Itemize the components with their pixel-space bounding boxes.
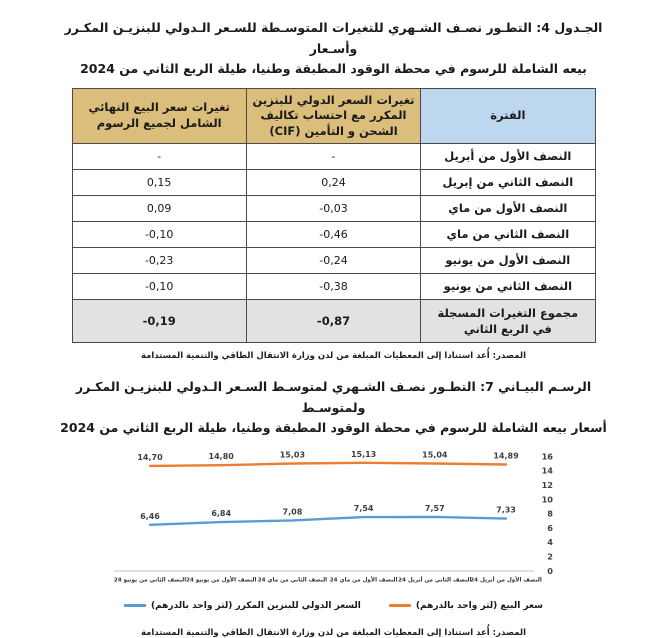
data-point-label: 14,70 xyxy=(137,452,163,462)
table-row xyxy=(72,221,595,247)
data-point-label: 7,54 xyxy=(353,503,374,513)
header-sale-change: تغيرات سعر البيع النهائي الشامل لجميع الرسوم xyxy=(72,88,246,143)
legend-label: سعر البيع (لتر واحد بالدرهم) xyxy=(415,600,543,611)
total-label-cell: مجموع التغيرات المسجلة في الربع الثاني xyxy=(421,299,595,342)
table-title xyxy=(58,18,609,80)
table-source-note: المصدر: أُعد استنادا إلى المعطيات المبلغة من لدن وزارة الانتقال الطاقي والتنمية المستدامة xyxy=(140,350,527,361)
y-tick-label: 0 xyxy=(547,565,553,576)
x-tick-label: النصف الثاني من يونيو 24 xyxy=(113,577,187,584)
sale-change-cell: -0,10 xyxy=(72,221,246,247)
data-point-label: 14,89 xyxy=(493,451,519,461)
table-row xyxy=(72,273,595,299)
x-tick-label: النصف الأول من يونيو 24 xyxy=(185,577,257,584)
y-tick-label: 4 xyxy=(547,536,553,547)
total-cif-cell: -0,87 xyxy=(246,299,420,342)
total-sale-cell: -0,19 xyxy=(72,299,246,342)
x-tick-label: النصف الثاني من أبريل 24 xyxy=(398,577,472,584)
legend-item xyxy=(124,601,361,611)
data-point-label: 6,84 xyxy=(211,508,232,518)
header-period: الفترة xyxy=(421,88,595,143)
sale-change-cell: -0,23 xyxy=(72,247,246,273)
sale-change-cell: 0,15 xyxy=(72,169,246,195)
x-tick-label: النصف الأول من ماي 24 xyxy=(329,577,398,584)
line-chart-svg xyxy=(88,447,568,599)
report-page xyxy=(0,18,667,638)
cif-change-cell: -0,24 xyxy=(246,247,420,273)
table-title-line2: بيعه الشاملة للرسوم في محطة الوقود المطبقة وطنيا، طيلة الربع الثاني من 2024 xyxy=(80,61,587,77)
price-changes-table xyxy=(72,88,596,343)
line-chart xyxy=(88,447,568,599)
cif-change-cell: 0,24 xyxy=(246,169,420,195)
cif-change-cell: -0,46 xyxy=(246,221,420,247)
cif-change-cell: -0,38 xyxy=(246,273,420,299)
legend-color-dash xyxy=(124,604,146,607)
y-tick-label: 8 xyxy=(547,508,553,519)
x-tick-label: النصف الثاني من ماي 24 xyxy=(257,577,328,584)
chart-title-line2: أسعار بيعه الشاملة للرسوم في محطة الوقود المطبقة وطنيا، طيلة الربع الثاني من 2024 xyxy=(60,420,607,436)
table-header-row xyxy=(72,88,595,143)
period-cell: النصف الأول من أبريل xyxy=(421,143,595,169)
data-point-label: 6,46 xyxy=(140,511,160,521)
y-tick-label: 2 xyxy=(547,551,553,562)
period-cell: النصف الأول من يونيو xyxy=(421,247,595,273)
data-point-label: 15,13 xyxy=(350,449,377,459)
data-point-label: 15,04 xyxy=(422,450,448,460)
cif-change-cell: - xyxy=(246,143,420,169)
sale-change-cell: -0,10 xyxy=(72,273,246,299)
x-tick-label: النصف الأول من أبريل 24 xyxy=(470,577,542,584)
sale-change-cell: 0,09 xyxy=(72,195,246,221)
y-tick-label: 6 xyxy=(547,522,553,533)
chart-title-line1: الرسـم البيـاني 7: التطـور نصـف الشـهري لمتوسـط السـعر الـدولي للبنزيـن المكـرر ولمتوسـط xyxy=(75,378,592,415)
table-header xyxy=(72,88,595,143)
table-body xyxy=(72,143,595,342)
data-point-label: 14,80 xyxy=(208,451,234,461)
table-row xyxy=(72,195,595,221)
data-point-label: 15,03 xyxy=(279,450,306,460)
y-axis-ticks xyxy=(542,451,554,575)
table-row xyxy=(72,247,595,273)
international-price-line xyxy=(150,517,506,525)
period-cell: النصف الثاني من ماي xyxy=(421,221,595,247)
cif-change-cell: -0,03 xyxy=(246,195,420,221)
chart-source-note: المصدر: أُعد استنادا إلى المعطيات المبلغة من لدن وزارة الانتقال الطاقي والتنمية المستدامة xyxy=(140,627,527,638)
y-tick-label: 12 xyxy=(541,479,553,490)
chart-legend xyxy=(0,601,667,611)
x-axis-labels xyxy=(114,575,542,583)
sale-price-line xyxy=(150,463,506,466)
y-tick-label: 16 xyxy=(541,451,553,462)
period-cell: النصف الثاني من إبريل xyxy=(421,169,595,195)
y-tick-label: 10 xyxy=(541,494,553,505)
period-cell: النصف الأول من ماي xyxy=(421,195,595,221)
legend-item xyxy=(389,601,543,611)
period-cell: النصف الثاني من يونيو xyxy=(421,273,595,299)
sale-price-labels xyxy=(137,450,519,462)
table-row xyxy=(72,143,595,169)
chart-title xyxy=(58,377,609,439)
data-point-label: 7,33 xyxy=(496,505,516,515)
sale-change-cell: - xyxy=(72,143,246,169)
table-total-row xyxy=(72,299,595,342)
legend-label: السعر الدولي للبنزين المكرر (لتر واحد بالدرهم) xyxy=(151,600,361,611)
y-tick-label: 14 xyxy=(541,465,553,476)
table-row xyxy=(72,169,595,195)
data-point-label: 7,57 xyxy=(424,503,445,513)
data-point-label: 7,08 xyxy=(282,507,303,517)
header-cif-change: تغيرات السعر الدولي للبنزين المكرر مع احتساب تكاليف الشحن و التأمين (CIF) xyxy=(246,88,420,143)
legend-color-dash xyxy=(389,604,411,607)
table-title-line1: الجـدول 4: التطـور نصـف الشـهري للتغيرات المتوسـطة للسـعر الـدولي للبنزيـن المكـرر وأسـعار xyxy=(64,20,603,56)
